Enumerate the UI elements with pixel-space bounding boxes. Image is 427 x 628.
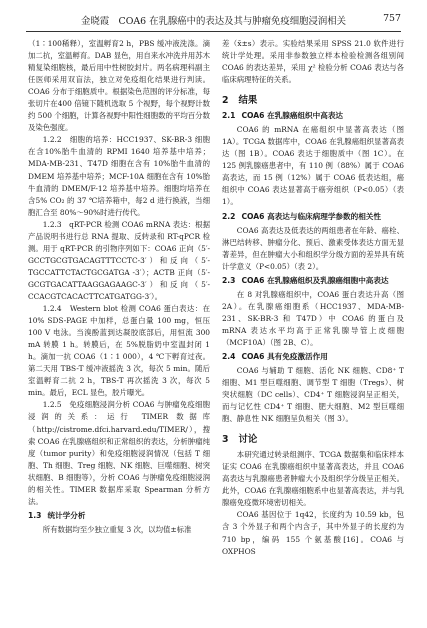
body-paragraph: 所有数据均至少独立重复 3 次，以均值±标准 (42, 524, 192, 534)
body-paragraph: 差（x̄±s）表示。实验结果采用 SPSS 21.0 软件进行统计学处理。采用非参数独立样本检验检测各组别间 COA6 的表达差异，采用 χ² 检验分析 COA6 表达与各临床病理特征的关系。 (222, 39, 404, 85)
running-title: 金晓霞 COA6 在乳腺癌中的表达及其与肿瘤免疫细胞浸润相关 (81, 16, 346, 27)
body-paragraph: 1.2.5 免疫细胞浸润分析 COA6 与肿瘤免疫细胞浸润的关系：运行 TIMER 数据库（http://cistrome.dfci.harvard.edu/TIMER/），搜索 COA6 在乳腺癌组织和正常组织的表达，分析肿瘤纯度（tumor purity）和免疫细胞浸润情况（包括 T 细胞、Th 细胞、Treg 细胞、NK 细胞、巨噬细胞、树突状细胞、B 细胞等），分析 COA6 与肿瘤免疫细胞浸润的相关性。TIMER 数据库采取 Spearman 分析方法。 (28, 400, 210, 506)
body-paragraph: 本研究通过转录组测序、TCGA 数据集和临床样本证实 COA6 在乳腺癌组织中显著高表达，并且 COA6 高表达与乳腺癌患者肿瘤大小及组织学分级呈正相关。此外，COA6 在乳腺癌细胞系中也显著高表达，并与乳腺癌免疫微环境密切相关。 (222, 450, 404, 508)
subsection-heading (222, 211, 404, 223)
heading-number: 2.2 (222, 211, 236, 221)
heading-text: COA6 在乳腺癌组织及乳腺癌细胞中高表达 (241, 275, 389, 285)
heading-number: 2 (222, 95, 229, 107)
section-heading (222, 94, 404, 107)
body-paragraph: 在 8 对乳腺癌组织中，COA6 蛋白表达升高（图 2A）。在乳腺癌细胞系（HCC1937、MDA-MB-231、SK-BR-3 和 T47D）中 COA6 的蛋白及 mRNA 表达水平均高于正常乳腺导管上皮细胞（MCF10A）（图 2B、C）。 (222, 289, 404, 347)
right-column (222, 38, 404, 558)
subsection-heading (222, 110, 404, 122)
left-column (28, 38, 210, 536)
body-paragraph: COA6 的 mRNA 在癌组织中显著高表达（图 1A）。TCGA 数据库中，COA6 在乳腺癌组织显著高表达（图 1B）。COA6 表达于细胞质中（图 1C）。在 125 例乳腺癌患者中，有 110 例（88%）属于 COA6 高表达，而 15 例（12%）属于 COA6 低表达组，癌组织中 COA6 表达显著高于癌旁组织（P<0.05）（表 1）。 (222, 125, 404, 207)
heading-text: COA6 在乳腺癌组织中高表达 (241, 111, 344, 121)
heading-number: 1.3 (28, 510, 42, 520)
heading-text: COA6 高表达与临床病理学参数的相关性 (241, 211, 381, 221)
heading-text: 统计学分析 (47, 510, 86, 520)
heading-text: COA6 具有免疫激活作用 (241, 351, 328, 361)
heading-number: 2.4 (222, 351, 236, 361)
body-paragraph: COA6 基因位于 1q42，长度约为 10.59 kb，包含 3 个外显子和两个内含子，其中外显子的长度约为 710 bp，编码 155 个氨基酸[16]。COA6 与 OXPHOS (222, 510, 404, 556)
heading-text: 结果 (238, 95, 258, 107)
subsection-heading (222, 275, 404, 287)
heading-number: 3 (222, 434, 229, 446)
heading-number: 2.1 (222, 111, 236, 121)
body-paragraph: 1.2.3 qRT-PCR 检测 COA6 mRNA 表达：根据产品说明书进行总 RNA 提取、反转录和 RT-qPCR 检测。用于 qRT-PCR 的引物序列如下：COA6 正向（5′-GCCTGCGTGACAGTTTCCTC-3′）和反向（5′-TGCCATTCTACTGCGATGA -3′）；ACTB 正向（5′-GCGTGACATTAAGGAGAAGC-3′）和反向（5′-CCACGTCACACTTCATGATGG-3′）。 (28, 219, 210, 301)
running-header (26, 13, 401, 27)
heading-text: 讨论 (238, 434, 258, 446)
body-paragraph: COA6 高表达及低表达的两组患者在年龄、癌栓、淋巴结转移、肿瘤分化、预后、激素受体表达方面无显著差异，但在肿瘤大小和组织学分级方面的差异具有统计学意义（P<0.05）（表 2）。 (222, 225, 404, 271)
body-paragraph: （1∶100稀释），室温孵育2 h，PBS 缓冲液洗涤。滴加二抗，室温孵育。DAB 显色，用自来水冲洗并用苏木精复染细胞核，最后用中性树胶封片。两名病理科副主任医师采用双盲法，独立对免疫组化结果进行判读。COA6 分布于细胞质中。根据染色范围的评分标准，每张切片在400 倍镜下随机选取 5 个视野，每个视野计数约 500 个细胞，计算各视野中阳性细胞数的平均百分数及染色强度。 (28, 39, 210, 133)
subsection-heading (222, 351, 404, 363)
header-rule (26, 31, 401, 32)
section-heading (222, 433, 404, 446)
heading-number: 2.3 (222, 275, 236, 285)
body-paragraph: 1.2.2 细胞的培养：HCC1937、SK-BR-3 细胞在含10%胎牛血清的 RPMI 1640 培养基中培养；MDA-MB-231、T47D 细胞在含有 10%胎牛血清的 DMEM 培养基中培养；MCF-10A 细胞在含有 10%胎牛血清的 DMEM/F-12 培养基中培养。细胞均培养在含5% CO₂ 的 37 ℃培养箱中，每2 d 进行换液，当细胞汇合至 80%～90%时进行传代。 (28, 135, 210, 217)
body-paragraph: 1.2.4 Western blot 检测 COA6 蛋白表达：在 10% SDS-PAGE 中加样，总蛋白量 100 mg，恒压 100 V 电泳。当溴酚蓝到达凝胶底部后，用恒流 300 mA 转膜 1 h。转膜后，在 5%脱脂奶中室温封闭 1 h。滴加一抗 COA6（1∶1 000），4 ℃下孵育过夜。第二天用 TBS-T 缓冲液摇洗 3 次，每次 5 min。随后室温孵育二抗 2 h，TBS-T 再次摇洗 3 次，每次 5 min。最后，ECL 显色，胶片曝光。 (28, 304, 210, 398)
subsection-heading (28, 510, 210, 522)
page-number: 757 (383, 13, 401, 24)
body-paragraph: COA6 与辅助 T 细胞、活化 NK 细胞、CD8⁺ T 细胞、M1 型巨噬细胞、调节型 T 细胞（Tregs）、树突状细胞（DC cells）、CD4⁺ T 细胞浸润呈正相关，而与记忆性 CD4⁺ T 细胞、肥大细胞、M2 型巨噬细胞、静息性 NK 细胞呈负相关（图 3）。 (222, 365, 404, 424)
